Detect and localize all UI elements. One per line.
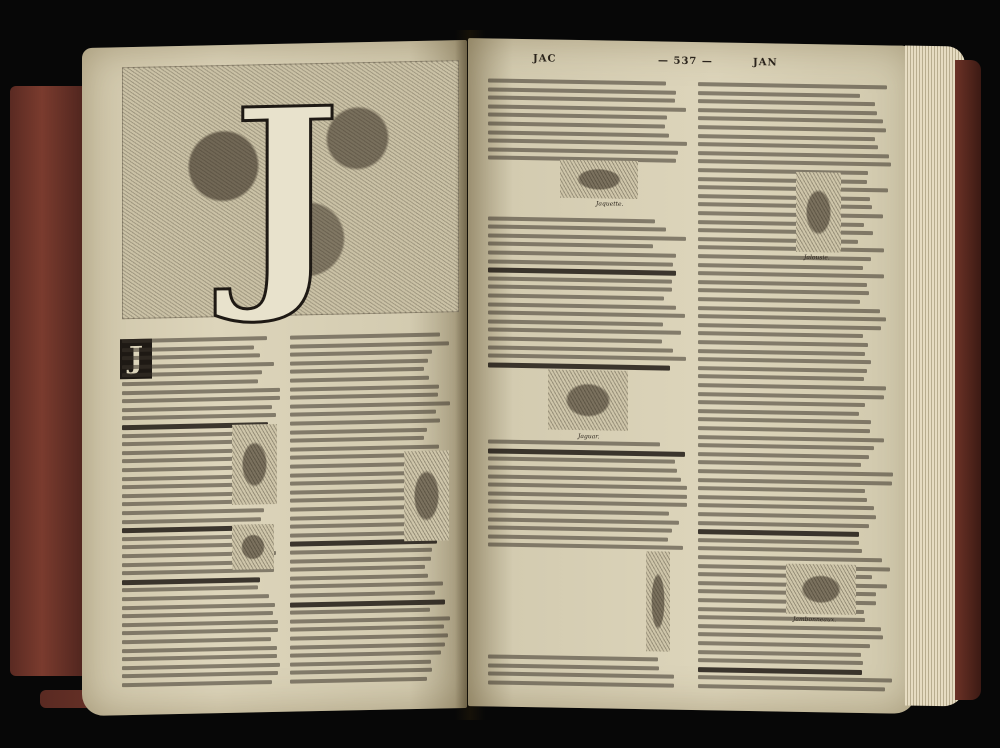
text-line: [698, 134, 875, 141]
text-line: [122, 405, 272, 412]
text-line: [488, 517, 679, 524]
text-line: [122, 654, 277, 661]
text-line: [698, 349, 865, 356]
decorative-letter-J: J: [232, 57, 341, 330]
text-line: [122, 413, 276, 420]
text-line: [488, 440, 660, 447]
text-line: [488, 242, 653, 249]
text-line: [122, 628, 278, 635]
text-line: [122, 508, 264, 515]
text-line: [290, 410, 436, 417]
text-line: [290, 565, 425, 572]
text-line: [122, 396, 280, 403]
text-line: [488, 465, 677, 472]
running-head-right: JAN: [753, 57, 778, 69]
text-line: [698, 271, 884, 278]
text-line: [698, 641, 870, 648]
text-line: [290, 376, 429, 383]
text-line: [698, 624, 881, 631]
text-line: [290, 591, 435, 598]
text-line: [698, 125, 886, 132]
text-line: [488, 655, 658, 662]
text-line: [698, 245, 884, 252]
text-line: [698, 108, 877, 115]
text-line: [488, 680, 674, 687]
text-line: [488, 285, 672, 292]
text-line: [698, 650, 861, 657]
text-line: [488, 508, 669, 515]
text-line: [698, 340, 868, 347]
text-line: [290, 616, 450, 623]
text-line: [122, 336, 267, 343]
text-line: [488, 311, 685, 318]
text-line: [122, 577, 260, 585]
text-line: [122, 620, 278, 627]
text-line: [290, 556, 431, 563]
text-line: [698, 383, 886, 390]
text-line: [488, 448, 685, 456]
text-line: [698, 486, 865, 493]
text-line: [488, 526, 672, 533]
text-line: [698, 667, 862, 675]
text-line: [698, 658, 863, 665]
caption-jalousie: Jalousie.: [804, 253, 830, 262]
text-line: [290, 677, 427, 684]
text-line: [698, 168, 868, 175]
text-line: [698, 675, 892, 682]
text-line: [488, 233, 686, 240]
text-line: [698, 452, 869, 459]
text-line: [290, 651, 441, 658]
caption-jambonneaux: Jambonneaux.: [793, 615, 837, 624]
text-line: [698, 357, 871, 364]
text-line: [290, 427, 427, 434]
text-line: [698, 460, 861, 467]
text-line: [698, 521, 869, 528]
text-line: [122, 637, 271, 644]
page-number: — 537 —: [658, 55, 713, 68]
book-cover-right-edge: [955, 60, 981, 700]
left-page-text: [82, 40, 467, 48]
text-line: [488, 96, 675, 103]
text-line: [290, 668, 432, 675]
text-line: [488, 147, 678, 154]
text-line: [122, 680, 272, 687]
text-line: [698, 443, 874, 450]
text-line: [698, 478, 892, 485]
right-page-text: [468, 38, 916, 46]
text-line: [290, 633, 448, 640]
text-line: [290, 514, 421, 521]
right-page: [468, 38, 916, 714]
text-line: [122, 379, 258, 386]
text-line: [122, 671, 278, 678]
text-line: [488, 225, 666, 232]
text-line: [488, 672, 674, 679]
text-line: [488, 130, 669, 137]
jar-illustration: [232, 524, 274, 570]
text-line: [290, 479, 422, 486]
caption-jaquette: Jaquette.: [596, 200, 624, 208]
text-line: [290, 625, 444, 632]
text-line: [698, 323, 881, 330]
text-line: [698, 99, 875, 106]
text-line: [290, 582, 443, 589]
text-line: [488, 345, 673, 352]
text-line: [698, 194, 870, 201]
text-line: [488, 104, 686, 111]
text-line: [698, 495, 867, 502]
text-line: [698, 503, 874, 510]
text-line: [698, 116, 883, 123]
text-line: [698, 314, 886, 321]
text-line: [698, 202, 872, 209]
text-line: [698, 400, 865, 407]
text-line: [488, 250, 676, 257]
text-line: [122, 611, 273, 618]
text-line: [290, 436, 424, 443]
text-line: [290, 393, 438, 400]
text-line: [290, 608, 430, 615]
text-line: [122, 387, 280, 394]
text-line: [290, 384, 439, 391]
text-line: [488, 78, 666, 85]
text-line: [698, 211, 883, 218]
text-line: [698, 151, 889, 158]
text-line: [488, 500, 687, 507]
text-line: [698, 512, 876, 519]
text-line: [698, 538, 859, 545]
text-line: [488, 474, 681, 481]
text-line: [290, 341, 449, 348]
text-line: [290, 599, 445, 607]
jacquette-illustration: [560, 160, 638, 199]
text-line: [698, 435, 884, 442]
text-line: [698, 263, 863, 270]
text-line: [698, 546, 862, 553]
hyacinth-illustration: [404, 450, 449, 541]
book-cover-left-edge: [10, 86, 90, 676]
text-line: [122, 603, 275, 610]
text-line: [698, 426, 870, 433]
text-line: [488, 534, 668, 541]
text-line: [488, 302, 676, 309]
text-line: [488, 121, 665, 128]
text-line: [488, 259, 673, 266]
text-line: [290, 574, 428, 581]
text-line: [698, 280, 867, 287]
tool-illustration: [646, 551, 670, 651]
jaguar-illustration: [548, 369, 628, 430]
left-page: [82, 40, 467, 716]
text-line: [698, 91, 860, 98]
text-line: [698, 469, 893, 476]
text-line: [698, 297, 860, 304]
text-line: [488, 139, 687, 146]
text-line: [488, 268, 676, 276]
text-line: [290, 359, 428, 366]
text-line: [488, 491, 687, 498]
text-line: [290, 548, 432, 555]
text-line: [488, 354, 686, 361]
text-line: [698, 409, 859, 416]
text-line: [698, 684, 885, 691]
text-line: [698, 177, 867, 184]
text-line: [698, 417, 871, 424]
text-line: [290, 401, 450, 408]
caption-jaguar: Jaguar.: [578, 433, 600, 441]
text-line: [290, 660, 431, 667]
text-line: [290, 642, 445, 649]
text-line: [122, 586, 258, 593]
text-line: [488, 293, 664, 300]
text-line: [488, 216, 655, 223]
text-line: [122, 594, 269, 601]
text-line: [698, 331, 863, 338]
text-line: [488, 276, 672, 283]
text-line: [290, 350, 432, 357]
text-line: [488, 336, 662, 343]
text-line: [290, 333, 440, 340]
text-line: [698, 306, 880, 313]
stork-illustration: [232, 424, 277, 505]
text-line: [488, 319, 663, 326]
text-line: [698, 228, 873, 235]
text-line: [698, 632, 883, 639]
text-line: [488, 483, 687, 490]
text-line: [698, 374, 864, 381]
jambonneaux-illustration: [786, 564, 856, 615]
running-head-left: JAC: [533, 53, 557, 65]
text-line: [488, 663, 659, 670]
text-line: [122, 646, 277, 653]
text-line: [698, 82, 887, 89]
text-line: [698, 392, 884, 399]
text-line: [488, 113, 667, 120]
text-line: [290, 367, 424, 374]
text-line: [698, 366, 867, 373]
text-line: [488, 543, 683, 550]
text-line: [698, 185, 888, 192]
text-line: [290, 419, 440, 426]
text-line: [698, 555, 882, 562]
text-line: [122, 517, 261, 524]
text-line: [488, 328, 681, 335]
text-line: [698, 159, 891, 166]
text-line: [698, 529, 859, 537]
text-line: [488, 87, 676, 94]
text-line: [488, 457, 675, 464]
text-line: [698, 615, 865, 622]
text-line: [698, 254, 871, 261]
text-line: [290, 496, 423, 503]
jalousie-illustration: [796, 172, 841, 253]
text-line: [698, 288, 869, 295]
text-line: [698, 142, 878, 149]
text-line: [122, 663, 280, 670]
